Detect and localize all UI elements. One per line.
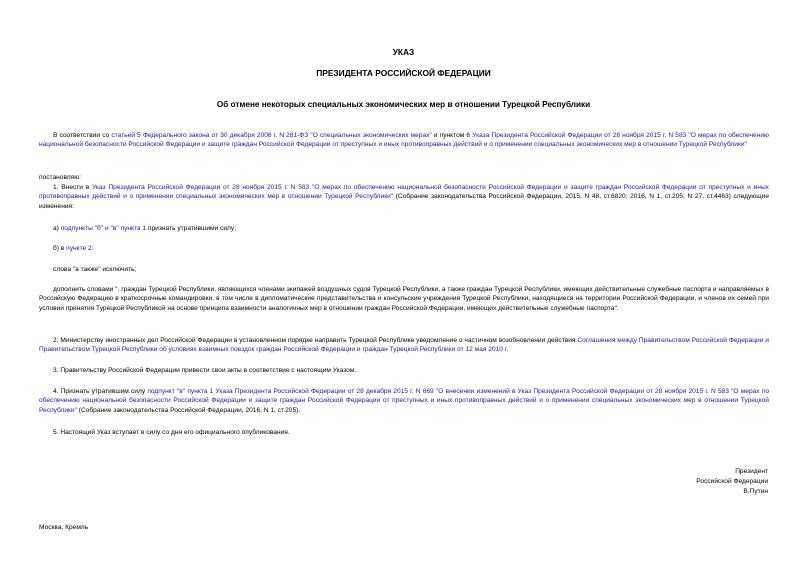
- law-281-link[interactable]: статьей 5 Федерального закона от 30 декабря 2006 г. N 281-ФЗ "О специальных экономических мерах": [111, 132, 432, 139]
- item-2-paragraph: [39, 336, 769, 355]
- item-2-text-1: 2. Министерству иностранных дел Российской Федерации в установленном порядке направить Турецкой Республике уведомление о частичном возобновлении действия: [53, 337, 578, 344]
- item-3-paragraph: 3. Правительству Российской Федерации привести свои акты в соответствие с настоящим Указом.: [53, 367, 357, 374]
- signature-country: Российской Федерации: [696, 478, 768, 485]
- item-1b-text-1: б) в: [53, 245, 67, 252]
- item-1b-text-2: :: [91, 245, 94, 252]
- item-1b-paragraph: [39, 244, 769, 253]
- decree-583-link-2[interactable]: Указ Президента Российской Федерации от 28 ноября 2015 г. N 583 "О мерах по обеспечению национальной безопасности Российской Федерации и защите граждан Российской Федерации от преступных и иных противоправных действий и о применении специальных экономических мер в отношении Турецкой Республики": [39, 184, 769, 201]
- point-2-link[interactable]: пункте 2: [66, 245, 92, 252]
- document-title: УКАЗ: [392, 47, 415, 57]
- item-1-text-1: 1. Внести в: [53, 184, 93, 191]
- item-4-text-2: (Собрание законодательства Российской Федерации, 2016, N 1, ст.205).: [76, 406, 301, 414]
- document-heading: Об отмене некоторых специальных экономических мер в отношении Турецкой Республики: [216, 100, 591, 109]
- decree-583-link[interactable]: Указа Президента Российской Федерации от 28 ноября 2015 г. N 583 "О мерах по обеспечению национальной безопасности Российской Федерации и защите граждан Российской Федерации от преступных и иных противоправных действий и о применении специальных экономических мер в отношении Турецкой Республики": [39, 132, 769, 149]
- document-subtitle: ПРЕЗИДЕНТА РОССИЙСКОЙ ФЕДЕРАЦИИ: [316, 68, 491, 78]
- item-1-paragraph: [39, 183, 769, 211]
- preamble-paragraph: [39, 131, 769, 150]
- subpoints-link[interactable]: подпункты "б" и "в" пункта 1: [60, 225, 147, 232]
- item-1b-words: слова "а также" исключить;: [53, 266, 137, 273]
- signature-name: В.Путин: [743, 488, 768, 495]
- signature-title: Президент: [735, 468, 768, 475]
- item-1b-addition: дополнить словами ", граждан Турецкой Республики, являющихся членами экипажей воздушных судов Турецкой Республики, а также граждан Турецкой Республики, имеющих действительные служебные паспорта и направляемых в Российскую Федерацию в краткосрочные командировки, в том числе в дипломатические представительства и консульские учреждения Турецкой Республики, находящиеся на территории Российской Федерации, и членов их семей при условии принятия Турецкой Республикой на основе принципа взаимности аналогичных мер в отношении граждан Российской Федерации, имеющих действительные служебные паспорта".: [39, 286, 769, 312]
- preamble-text-1: В соответствии со: [53, 132, 112, 139]
- item-1a-paragraph: [39, 224, 769, 233]
- item-1a-text-1: а): [53, 225, 61, 232]
- signing-place: Москва, Кремль: [39, 524, 89, 531]
- signature-block: [696, 467, 768, 497]
- item-5-paragraph: 5. Настоящий Указ вступает в силу со дня его официального опубликования.: [53, 429, 290, 436]
- preamble-text-2: и пунктом 6: [431, 132, 473, 139]
- item-4-paragraph: [39, 387, 769, 415]
- agreement-link[interactable]: Соглашения между Правительством Российской Федерации и Правительством Турецкой Республики об условиях взаимных поездок граждан Российской Федерации и граждан Турецкой Республики от 12 мая 2010 г.: [39, 337, 769, 354]
- item-4-text-1: 4. Признать утратившим силу: [53, 388, 148, 395]
- item-1a-text-2: признать утратившими силу;: [146, 225, 237, 232]
- item-1-text-2: (Собрание законодательства Российской Федерации, 2015, N 48, ст.6820; 2016, N 1, ст.205; N 27, ст.4463) следующие изменения:: [39, 193, 769, 210]
- decree-669-link[interactable]: подпункт "в" пункта 1 Указа Президента Российской Федерации от 28 декабря 2015 г. N 669 "О внесении изменений в Указ Президента Российской Федерации от 28 ноября 2015 г. N 583 "О мерах по обеспечению национальной безопасности Российской Федерации и защите граждан Российской Федерации от преступных и иных противоправных действий и о применении специальных экономических мер в отношении Турецкой Республики": [39, 388, 769, 414]
- decree-word: постановляю:: [39, 174, 82, 181]
